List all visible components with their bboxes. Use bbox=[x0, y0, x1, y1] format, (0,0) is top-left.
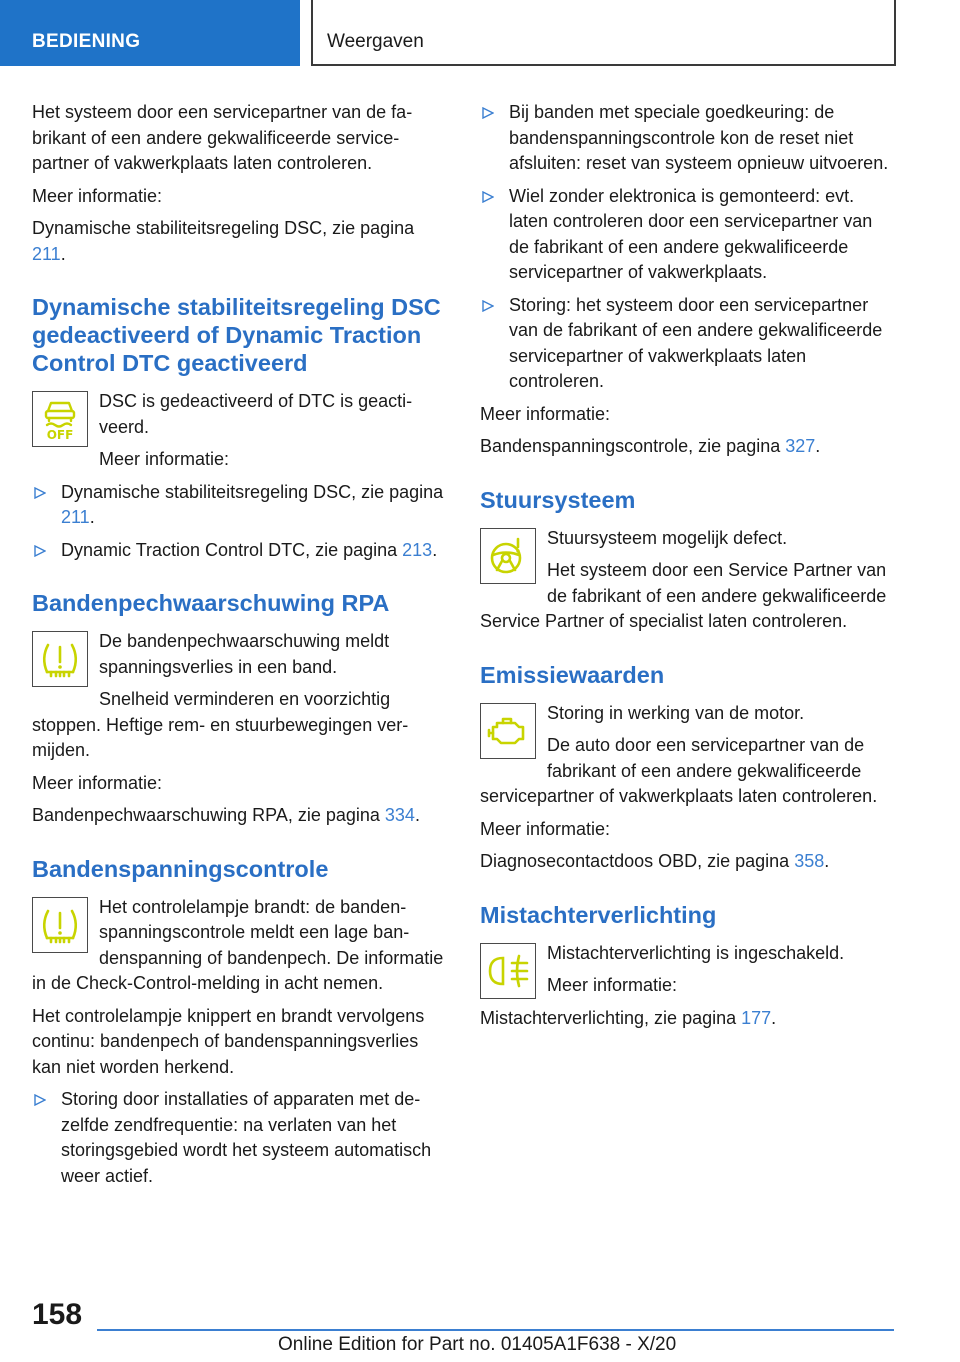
list-item bbox=[480, 293, 896, 395]
list-item bbox=[480, 100, 896, 177]
tpm-blinking-description: Het controlelampje knippert en brandt vervolgens continu: bandenpech of bandenspanningsverlies kan niet worden herkend. bbox=[32, 1005, 425, 1077]
page-number: 158 bbox=[32, 1298, 83, 1331]
page-link[interactable]: 358 bbox=[794, 851, 825, 871]
page-link[interactable]: 213 bbox=[402, 539, 433, 560]
svg-text:OFF: OFF bbox=[46, 428, 74, 442]
emission-warning bbox=[480, 701, 896, 810]
list-item-text: Storing door installaties of apparaten met dezelfde zendfrequentie: na verlaten van het storingsgebied wordt het systeem automatisch weer actief. bbox=[61, 1089, 432, 1186]
reference-text: Diagnosecontactdoos OBD, zie pagina bbox=[480, 851, 795, 871]
bullet-triangle-icon bbox=[482, 191, 494, 203]
section-title: BEDIENING bbox=[32, 31, 141, 52]
foglight-warning bbox=[480, 941, 896, 1032]
right-column bbox=[480, 100, 896, 1038]
bullet-triangle-icon bbox=[482, 107, 494, 119]
section-tab bbox=[0, 0, 300, 66]
list-item: Dynamic Traction Control DTC, zie pagina 213. bbox=[32, 538, 448, 564]
bullet-triangle-icon bbox=[34, 487, 46, 499]
rpa-heading: Bandenpechwaarschuwing RPA bbox=[32, 590, 390, 616]
rpa-instruction: Snelheid verminderen en voorzichtig stoppen. Heftige rem- en stuurbewegingen vermijden. bbox=[32, 689, 409, 760]
left-column bbox=[32, 100, 448, 1196]
reference-text: Mistachterverlichting, zie pagina bbox=[480, 1007, 742, 1028]
rpa-description: De bandenpechwaarschuwing meldt spanningsverlies in een band. bbox=[99, 631, 390, 677]
rpa-reference: Bandenpechwaarschuwing RPA, zie pagina 334. bbox=[32, 805, 420, 825]
intro-paragraph: Het systeem door een servicepartner van de fabrikant of een andere gekwalificeerde servicepartner of vakwerkplaats laten controleren. bbox=[32, 102, 413, 173]
rear-fog-light-icon bbox=[480, 943, 536, 999]
tpm-description: Het controlelampje brandt: de bandenspanningscontrole meldt een lage bandenspanning of bandenpech. De informatie in de Check-Control-melding in acht nemen. bbox=[32, 896, 444, 993]
dsc-off-icon bbox=[32, 391, 88, 447]
tpm-warning bbox=[32, 895, 448, 997]
bullet-triangle-icon bbox=[34, 1094, 46, 1106]
more-info-label: Meer informatie: bbox=[32, 185, 163, 206]
dsc-warning bbox=[32, 389, 448, 473]
page-link[interactable]: 211 bbox=[32, 243, 61, 264]
steering-description: Stuursysteem mogelijk defect. bbox=[547, 527, 788, 548]
reference-text: Dynamische stabiliteitsregeling DSC, zie pagina bbox=[32, 218, 415, 238]
emission-heading: Emissiewaarden bbox=[480, 661, 665, 688]
intro-reference: Dynamische stabiliteitsregeling DSC, zie pagina 211. bbox=[32, 218, 415, 264]
reference-text: Bandenspanningscontrole, zie pagina bbox=[480, 436, 786, 456]
rpa-warning bbox=[32, 629, 448, 764]
page-link[interactable]: 211 bbox=[61, 507, 90, 527]
more-info-label: Meer informatie: bbox=[480, 818, 611, 839]
list-item: Dynamische stabiliteitsregeling DSC, zie pagina 211. bbox=[32, 480, 448, 531]
page-header bbox=[0, 0, 960, 66]
reference-text: Bandenpechwaarschuwing RPA, zie pagina bbox=[32, 805, 385, 825]
tpm-cause-list-continued bbox=[480, 100, 896, 395]
dsc-description: DSC is gedeactiveerd of DTC is geactiveerd. bbox=[99, 391, 413, 437]
emission-description: Storing in werking van de motor. bbox=[547, 702, 805, 723]
more-info-label: Meer informatie: bbox=[32, 772, 163, 793]
reference-text: Dynamische stabiliteitsregeling DSC, zie pagina bbox=[61, 481, 444, 502]
tire-pressure-warning-icon bbox=[32, 631, 88, 687]
topic-tab bbox=[311, 0, 896, 66]
dsc-reference-list bbox=[32, 480, 448, 564]
edition-note: Online Edition for Part no. 01405A1F638 - X/20 bbox=[278, 1334, 677, 1355]
tpm-heading: Bandenspanningscontrole bbox=[32, 855, 329, 882]
tire-pressure-warning-icon bbox=[32, 897, 88, 953]
tpm-reference: Bandenspanningscontrole, zie pagina 327. bbox=[480, 436, 821, 456]
reference-text: Dynamic Traction Control DTC, zie pagina bbox=[61, 539, 403, 560]
bullet-triangle-icon bbox=[34, 545, 46, 557]
list-item bbox=[480, 184, 896, 286]
list-item bbox=[32, 1087, 448, 1189]
more-info-label: Meer informatie: bbox=[99, 449, 230, 469]
topic-title: Weergaven bbox=[327, 31, 424, 52]
more-info-label: Meer informatie: bbox=[480, 403, 611, 424]
tpm-cause-list bbox=[32, 1087, 448, 1189]
steering-wheel-warning-icon bbox=[480, 528, 536, 584]
list-item-text: Bij banden met speciale goedkeuring: de bandenspanningscontrole kon de reset niet afsluiten: reset van systeem opnieuw uitvoeren. bbox=[509, 102, 889, 173]
footer-divider bbox=[97, 1329, 894, 1331]
foglight-reference: Mistachterverlichting, zie pagina 177. bbox=[480, 1007, 777, 1028]
foglight-description: Mistachterverlichting is ingeschakeld. bbox=[547, 942, 845, 963]
page-link[interactable]: 177 bbox=[741, 1007, 772, 1028]
steering-instruction: Het systeem door een Service Partner van de fabrikant of een andere gekwalificeerde Service Partner of specialist laten controleren. bbox=[480, 560, 887, 631]
list-item-text: Wiel zonder elektronica is gemonteerd: evt. laten controleren door een servicepartner van de fabrikant of een andere gekwalificeerde servicepartner of vakwerkplaats. bbox=[509, 185, 873, 282]
list-item-text: Storing: het systeem door een servicepartner van de fabrikant of een andere gekwalificeerde servicepartner of vakwerkplaats laten controleren. bbox=[509, 294, 883, 391]
emission-reference: Diagnosecontactdoos OBD, zie pagina 358. bbox=[480, 851, 830, 871]
steering-warning bbox=[480, 526, 896, 635]
emission-instruction: De auto door een servicepartner van de fabrikant of een andere gekwalificeerde servicepartner of vakwerkplaats laten controleren. bbox=[480, 735, 878, 806]
page-link[interactable]: 334 bbox=[384, 805, 415, 825]
more-info-label: Meer informatie: bbox=[547, 975, 678, 995]
foglight-heading: Mistachterverlichting bbox=[480, 901, 717, 928]
page-link[interactable]: 327 bbox=[785, 436, 816, 456]
engine-check-icon bbox=[480, 703, 536, 759]
steering-heading: Stuursysteem bbox=[480, 486, 636, 513]
dsc-heading: Dynamische stabiliteitsregeling DSC gedeactiveerd of Dynamic Traction Control DTC geactiveerd bbox=[32, 294, 441, 376]
bullet-triangle-icon bbox=[482, 300, 494, 312]
